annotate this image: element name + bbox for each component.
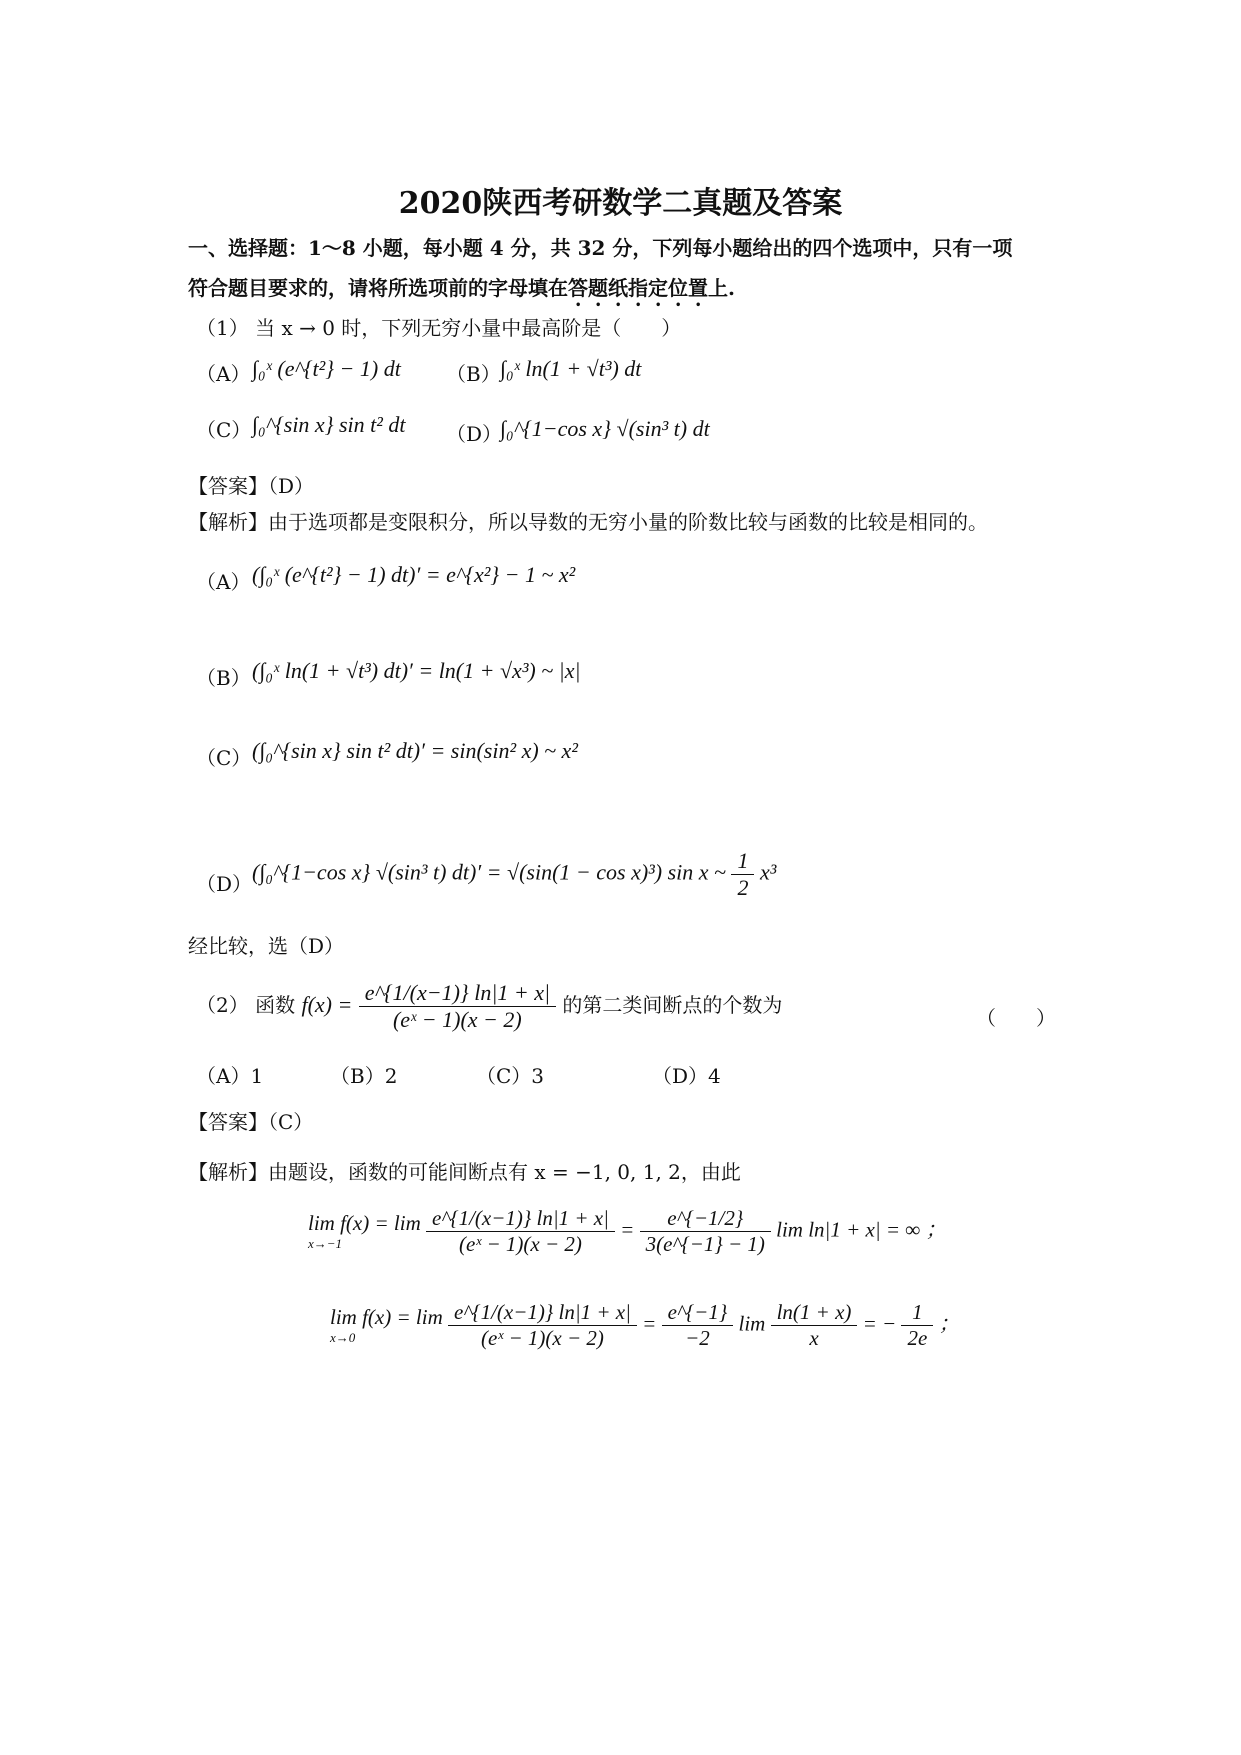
q2-option-a: （A）1 bbox=[196, 1064, 264, 1088]
q2-limit-2-result bbox=[901, 1300, 933, 1351]
q1-stem: （1） 当 x → 0 时，下列无穷小量中最高阶是（ ） bbox=[196, 316, 682, 340]
q1-option-c-math: ∫₀^{sin x} sin t² dt bbox=[252, 412, 406, 437]
q2-limit-2-lhs: lim f(x) = lim bbox=[330, 1305, 443, 1329]
q2-limit-2 bbox=[330, 1300, 960, 1351]
q2-option-b: （B）2 bbox=[330, 1064, 398, 1088]
q2-limit-1-den: (eˣ − 1)(x − 2) bbox=[459, 1232, 582, 1256]
q1-step-d-frac-den: 2 bbox=[737, 875, 749, 900]
q2-analysis-label: 【解析】 bbox=[188, 1160, 268, 1184]
q2-limit-2-coef bbox=[662, 1300, 734, 1351]
q2-limit-1-sub: x→−1 bbox=[308, 1236, 343, 1251]
q1-step-a-label: （A） bbox=[196, 570, 251, 594]
q2-option-d: （D）4 bbox=[652, 1064, 721, 1088]
q2-answer-label: 【答案】 bbox=[188, 1110, 268, 1134]
q2-func-den: (eˣ − 1)(x − 2) bbox=[392, 1007, 522, 1032]
section-heading-emphasis: 答题纸指定位置 bbox=[568, 276, 708, 300]
q2-analysis bbox=[188, 1156, 741, 1185]
q1-step-b-math: (∫₀ˣ ln(1 + √t³) dt)′ = ln(1 + √x³) ~ |x| bbox=[252, 658, 581, 683]
q2-limit-1-coef-den: 3(e^{−1} − 1) bbox=[645, 1232, 765, 1256]
q2-func-lhs: f(x) = bbox=[301, 992, 353, 1017]
q2-limit-1-eq: = bbox=[620, 1217, 635, 1242]
q2-limit-2-end: ； bbox=[938, 1311, 960, 1336]
q1-option-a-math: ∫₀ˣ (e^{t²} − 1) dt bbox=[252, 356, 401, 381]
q2-limit-2-lhs-block bbox=[330, 1305, 443, 1346]
q1-conclusion: 经比较，选（D） bbox=[188, 934, 345, 958]
q2-limit-1-end: ； bbox=[925, 1217, 947, 1242]
q2-limit-2-sub: x→0 bbox=[330, 1330, 356, 1345]
q2-limit-2-coef-den: −2 bbox=[685, 1326, 710, 1350]
q1-step-b-label: （B） bbox=[196, 666, 251, 690]
q2-limit-2-eq: = bbox=[642, 1311, 657, 1336]
q2-answer-value: （C） bbox=[268, 1110, 314, 1134]
q1-step-c-math: (∫₀^{sin x} sin t² dt)′ = sin(sin² x) ~ x² bbox=[252, 738, 578, 763]
q2-limit-2-den: (eˣ − 1)(x − 2) bbox=[481, 1326, 604, 1350]
q1-answer bbox=[188, 470, 314, 499]
section-heading-post: 上. bbox=[708, 276, 735, 300]
q2-limit-2-result-den: 2e bbox=[907, 1326, 928, 1350]
q1-analysis-text: 由于选项都是变限积分，所以导数的无穷小量的阶数比较与函数的比较是相同的。 bbox=[268, 510, 988, 534]
q2-analysis-text: 由题设，函数的可能间断点有 x = −1, 0, 1, 2，由此 bbox=[268, 1160, 741, 1184]
q2-func-fraction bbox=[359, 980, 556, 1033]
q1-answer-value: （D） bbox=[268, 474, 315, 498]
q2-limit-2-num: e^{1/(x−1)} ln|1 + x| bbox=[448, 1300, 637, 1326]
page-title: 2020陕西考研数学二真题及答案 bbox=[398, 186, 843, 221]
q1-analysis bbox=[188, 506, 988, 535]
q1-step-a-math: (∫₀ˣ (e^{t²} − 1) dt)′ = e^{x²} − 1 ~ x² bbox=[252, 562, 576, 587]
q2-limit-1-lhs: lim f(x) = lim bbox=[308, 1211, 421, 1235]
q2-func-num: e^{1/(x−1)} ln|1 + x| bbox=[359, 980, 556, 1007]
q1-answer-label: 【答案】 bbox=[188, 474, 268, 498]
q2-limit-1 bbox=[308, 1206, 947, 1257]
section-heading-line1: 一、选择题：1～8 小题，每小题 4 分，共 32 分，下列每小题给出的四个选项中，只有一项 bbox=[188, 236, 1013, 260]
q1-step-d-expr: (∫₀^{1−cos x} √(sin³ t) dt)′ = √(sin(1 − cos x)³) sin x ~ bbox=[252, 859, 732, 885]
q2-limit-2-fraction bbox=[448, 1300, 637, 1351]
q1-step-c-label: （C） bbox=[196, 746, 252, 770]
q2-limit-1-num: e^{1/(x−1)} ln|1 + x| bbox=[426, 1206, 615, 1232]
q2-stem-pre: （2） 函数 bbox=[196, 993, 296, 1017]
q1-step-d-tail: x³ bbox=[759, 859, 777, 885]
q1-option-b-label: （B） bbox=[446, 362, 501, 386]
q1-option-b-math: ∫₀ˣ ln(1 + √t³) dt bbox=[500, 356, 642, 381]
q2-limit-2-mid: lim bbox=[738, 1311, 766, 1336]
q1-step-d-math bbox=[252, 848, 776, 901]
q1-option-d-label: （D） bbox=[446, 422, 503, 446]
q2-limit-1-fraction bbox=[426, 1206, 615, 1257]
q2-limit-1-tail: lim ln|1 + x| = ∞ bbox=[776, 1217, 921, 1242]
q2-limit-1-coef-num: e^{−1/2} bbox=[640, 1206, 771, 1232]
section-heading-pre: 符合题目要求的，请将所选项前的字母填在 bbox=[188, 276, 568, 300]
q2-answer bbox=[188, 1106, 313, 1135]
section-heading-line2 bbox=[188, 272, 735, 311]
q2-stem bbox=[196, 980, 782, 1033]
q2-limit-2-result-num: 1 bbox=[901, 1300, 933, 1326]
q2-answer-paren: （ ） bbox=[976, 1006, 1056, 1030]
q2-limit-2-coef-num: e^{−1} bbox=[662, 1300, 734, 1326]
q2-limit-2-inner-fraction bbox=[771, 1300, 858, 1351]
q2-limit-1-coef bbox=[640, 1206, 771, 1257]
q2-limit-2-eq2: = − bbox=[862, 1311, 897, 1336]
q1-step-d-frac-num: 1 bbox=[731, 848, 754, 875]
q1-step-d-label: （D） bbox=[196, 872, 253, 896]
q2-limit-2-inner-den: x bbox=[809, 1326, 819, 1350]
q1-option-a-label: （A） bbox=[196, 362, 251, 386]
q2-stem-post: 的第二类间断点的个数为 bbox=[562, 993, 783, 1017]
q2-limit-1-lhs-block bbox=[308, 1211, 421, 1252]
q2-option-c: （C）3 bbox=[476, 1064, 545, 1088]
q1-option-d-math: ∫₀^{1−cos x} √(sin³ t) dt bbox=[500, 416, 710, 441]
q2-limit-2-inner-num: ln(1 + x) bbox=[771, 1300, 858, 1326]
q1-option-c-label: （C） bbox=[196, 418, 252, 442]
q1-analysis-label: 【解析】 bbox=[188, 510, 268, 534]
q1-step-d-fraction bbox=[731, 848, 754, 901]
